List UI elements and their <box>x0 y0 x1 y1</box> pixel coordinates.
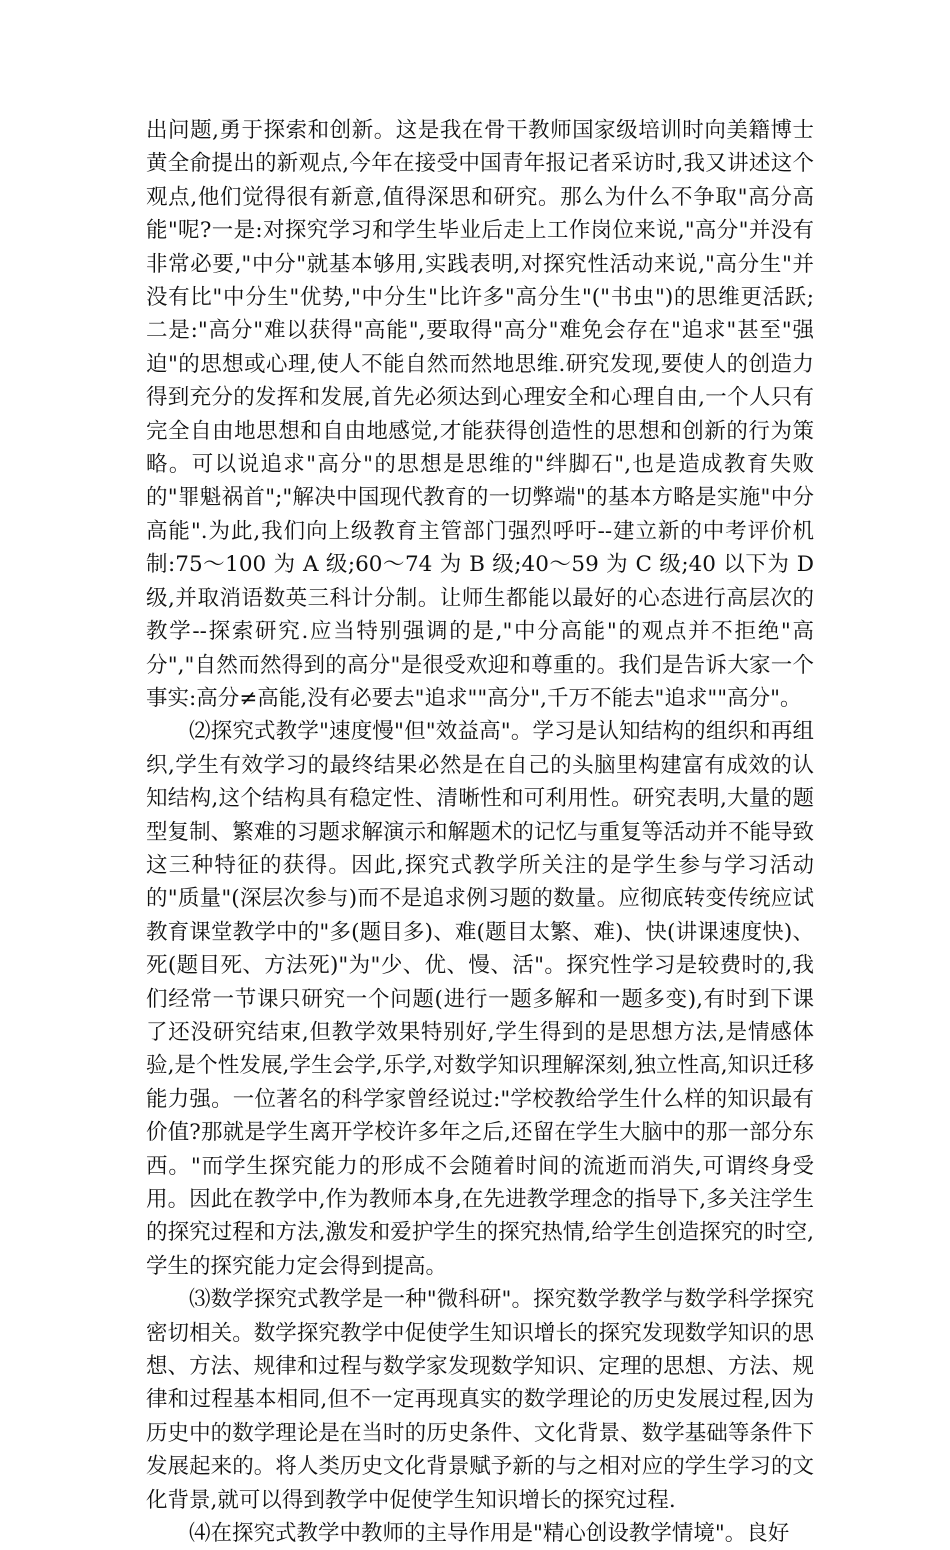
paragraph-2: ⑵探究式教学"速度慢"但"效益高"。学习是认知结构的组织和再组织,学生有效学习的最终结果必然是在自己的头脑里构建富有成效的认知结构,这个结构具有稳定性、清晰性和可利用性。研究表明,大量的题型复制、繁难的习题求解演示和解题术的记忆与重复等活动并不能导致这三种特征的获得。因此,探究式教学所关注的是学生参与学习活动的"质量"(深层次参与)而不是追求例习题的数量。应彻底转变传统应试教育课堂教学中的"多(题目多)、难(题目太繁、难)、快(讲课速度快)、死(题目死、方法死)"为"少、优、慢、活"。探究性学习是较费时的,我们经常一节课只研究一个问题(进行一题多解和一题多变),有时到下课了还没研究结束,但教学效果特别好,学生得到的是思想方法,是情感体验,是个性发展,学生会学,乐学,对数学知识理解深刻,独立性高,知识迁移能力强。一位著名的科学家曾经说过:"学校教给学生什么样的知识最有价值?那就是学生离开学校许多年之后,还留在学生大脑中的那一部分东西。"而学生探究能力的形成不会随着时间的流逝而消失,可谓终身受用。因此在教学中,作为教师本身,在先进教学理念的指导下,多关注学生的探究过程和方法,激发和爱护学生的探究热情,给学生创造探究的时空,学生的探究能力定会得到提高。 <box>146 719 814 1279</box>
paragraph-1: 出问题,勇于探索和创新。这是我在骨干教师国家级培训时向美籍博士黄全俞提出的新观点,今年在接受中国青年报记者采访时,我又讲述这个观点,他们觉得很有新意,值得深思和研究。那么为什么不争取"高分高能"呢?一是:对探究学习和学生毕业后走上工作岗位来说,"高分"并没有非常必要,"中分"就基本够用,实践表明,对探究性活动来说,"高分生"并没有比"中分生"优势,"中分生"比许多"高分生"("书虫")的思维更活跃;二是:"高分"难以获得"高能",要取得"高分"难免会存在"追求"甚至"强迫"的思想或心理,使人不能自然而然地思维.研究发现,要使人的创造力得到充分的发挥和发展,首先必须达到心理安全和心理自由,一个人只有完全自由地思想和自由地感觉,才能获得创造性的思想和创新的行为策略。可以说追求"高分"的思想是思维的"绊脚石",也是造成教育失败的"罪魁祸首";"解决中国现代教育的一切弊端"的基本方略是实施"中分高能".为此,我们向上级教育主管部门强烈呼吁--建立新的中考评价机制:75～100 为 A 级;60～74 为 B 级;40～59 为 C 级;40 以下为 D 级,并取消语数英三科计分制。让师生都能以最好的心态进行高层次的教学--探索研究.应当特别强调的是,"中分高能"的观点并不拒绝"高分","自然而然得到的高分"是很受欢迎和尊重的。我们是告诉大家一个事实:高分≠高能,没有必要去"追求""高分",千万不能去"追求""高分"。 <box>146 118 814 711</box>
document-page <box>146 114 814 1550</box>
paragraph-4: ⑷在探究式教学中教师的主导作用是"精心创设教学情境"。良好 <box>189 1521 790 1547</box>
paragraph-3: ⑶数学探究式教学是一种"微科研"。探究数学教学与数学科学探究密切相关。数学探究教学中促使学生知识增长的探究发现数学知识的思想、方法、规律和过程与数学家发现数学知识、定理的思想、方法、规律和过程基本相同,但不一定再现真实的数学理论的历史发展过程,因为历史中的数学理论是在当时的历史条件、文化背景、数学基础等条件下发展起来的。将人类历史文化背景赋予新的与之相对应的学生学习的文化背景,就可以得到教学中促使学生知识增长的探究过程. <box>146 1287 814 1513</box>
